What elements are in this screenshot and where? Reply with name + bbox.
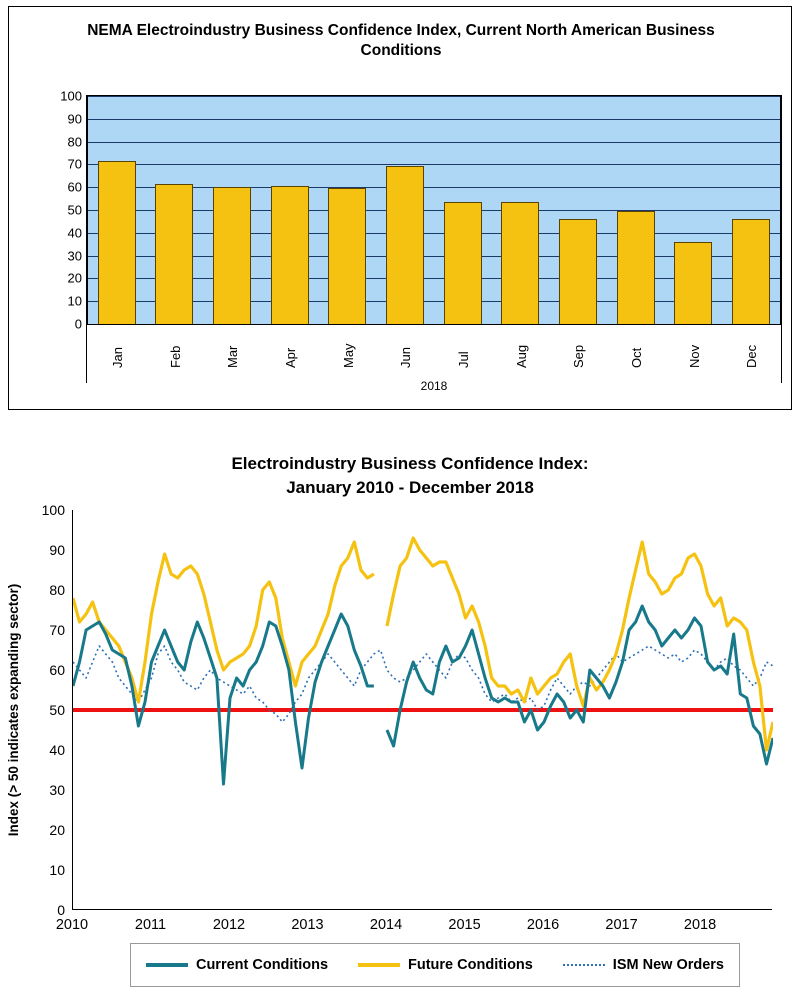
bar-rect[interactable] bbox=[732, 219, 770, 324]
bar-chart-x-tick: Mar bbox=[225, 345, 241, 368]
bar-chart-y-tick: 0 bbox=[74, 316, 82, 332]
bar-chart-x-axis-label: 2018 bbox=[420, 379, 448, 393]
bar-rect[interactable] bbox=[617, 211, 655, 324]
bar-chart-y-tick: 30 bbox=[67, 248, 82, 264]
line-chart-x-tick: 2018 bbox=[683, 917, 717, 933]
bar-chart-y-tick: 80 bbox=[67, 134, 82, 150]
line-chart-legend bbox=[130, 943, 740, 987]
bar-rect[interactable] bbox=[559, 219, 597, 324]
line-series-path bbox=[73, 542, 374, 702]
bar-chart-x-tick: Jan bbox=[109, 347, 125, 368]
line-chart-panel bbox=[0, 428, 800, 1003]
line-chart-plot-wrap bbox=[41, 502, 772, 933]
bar-rect[interactable] bbox=[444, 202, 482, 324]
legend-label-ism-new-orders: ISM New Orders bbox=[612, 957, 724, 973]
line-chart-x-tick: 2014 bbox=[369, 917, 403, 933]
line-chart-svg bbox=[73, 510, 773, 910]
legend-item-future-conditions[interactable] bbox=[358, 957, 533, 973]
bar-chart-right-axis bbox=[781, 95, 782, 383]
bar-column bbox=[261, 96, 319, 324]
line-chart-x-tick: 2017 bbox=[605, 917, 638, 933]
line-series-path bbox=[73, 614, 374, 784]
line-chart-y-tick: 100 bbox=[41, 502, 65, 518]
line-chart-y-tick: 0 bbox=[57, 902, 65, 918]
bar-chart-x-tick: Nov bbox=[686, 344, 702, 368]
line-chart-y-tick: 10 bbox=[49, 862, 65, 878]
bar-chart-x-tick: May bbox=[340, 343, 356, 368]
legend-label-future-conditions: Future Conditions bbox=[408, 957, 533, 973]
bar-column bbox=[607, 96, 665, 324]
bar-chart-x-tick: Jul bbox=[455, 351, 471, 368]
line-chart-y-tick: 50 bbox=[49, 702, 65, 718]
bar-column bbox=[376, 96, 434, 324]
line-chart-y-tick: 90 bbox=[49, 542, 65, 558]
bar-chart-y-tick: 100 bbox=[60, 88, 82, 104]
bar-column bbox=[434, 96, 492, 324]
line-chart-y-tick: 40 bbox=[49, 742, 65, 758]
bar-rect[interactable] bbox=[155, 184, 193, 324]
legend-item-current-conditions[interactable] bbox=[146, 957, 328, 973]
bar-rect[interactable] bbox=[213, 187, 251, 324]
legend-label-current-conditions: Current Conditions bbox=[195, 957, 329, 973]
bar-chart-y-tick: 40 bbox=[67, 225, 82, 241]
bar-chart-x-tick: Aug bbox=[513, 344, 529, 368]
bar-chart-y-tick: 20 bbox=[67, 270, 82, 286]
bar-chart-panel bbox=[8, 6, 792, 410]
bar-column bbox=[319, 96, 377, 324]
bar-rect[interactable] bbox=[271, 186, 309, 324]
legend-swatch-ism-icon bbox=[563, 964, 605, 966]
bar-column bbox=[203, 96, 261, 324]
bar-column bbox=[549, 96, 607, 324]
bar-column bbox=[88, 96, 146, 324]
bar-chart-y-tick: 60 bbox=[67, 179, 82, 195]
bar-chart-plot-area bbox=[60, 88, 781, 368]
bar-chart-x-tick: Apr bbox=[282, 347, 298, 368]
legend-item-ism-new-orders[interactable] bbox=[563, 957, 724, 973]
bar-chart-y-tick: 90 bbox=[67, 111, 82, 127]
bar-column bbox=[722, 96, 780, 324]
bar-rect[interactable] bbox=[501, 202, 539, 324]
line-chart-plot-area bbox=[72, 510, 772, 910]
bar-rect[interactable] bbox=[328, 188, 366, 324]
bar-chart-x-tick: Jun bbox=[398, 347, 414, 368]
bar-chart-y-tick: 50 bbox=[67, 202, 82, 218]
line-chart-y-tick: 80 bbox=[49, 582, 65, 598]
bar-rect[interactable] bbox=[98, 161, 136, 324]
line-chart-y-axis-label: Index (> 50 indicates expanding sector) bbox=[6, 583, 21, 837]
bar-chart-y-tick: 70 bbox=[67, 156, 82, 172]
bar-chart-y-tick: 10 bbox=[67, 293, 82, 309]
line-chart-title-line1: Electroindustry Business Confidence Index: bbox=[231, 454, 589, 473]
line-chart-x-tick: 2012 bbox=[212, 917, 246, 933]
bar-chart-title: NEMA Electroindustry Business Confidence Index, Current North American Business Conditions bbox=[87, 22, 715, 59]
line-series-path bbox=[387, 606, 773, 764]
bar-chart-x-tick: Sep bbox=[571, 344, 587, 368]
line-chart-y-tick: 20 bbox=[49, 822, 65, 838]
line-chart-title bbox=[90, 452, 730, 500]
line-chart-x-tick: 2016 bbox=[526, 917, 560, 933]
line-chart-x-tick: 2015 bbox=[448, 917, 481, 933]
line-chart-x-tick: 2010 bbox=[55, 917, 89, 933]
bar-column bbox=[492, 96, 550, 324]
bar-chart-x-tick: Dec bbox=[744, 344, 760, 368]
legend-swatch-future-icon bbox=[358, 963, 400, 967]
bar-chart-x-tick: Oct bbox=[628, 347, 644, 368]
bar-chart-x-tick: Feb bbox=[167, 345, 183, 368]
bar-column bbox=[146, 96, 204, 324]
line-chart-title-line2: January 2010 - December 2018 bbox=[286, 478, 534, 497]
line-chart-y-tick: 30 bbox=[49, 782, 65, 798]
bar-rect[interactable] bbox=[674, 242, 712, 324]
line-chart-x-tick: 2013 bbox=[291, 917, 324, 933]
line-chart-y-tick: 60 bbox=[49, 662, 65, 678]
legend-swatch-current-icon bbox=[146, 963, 188, 967]
line-chart-x-tick: 2011 bbox=[134, 917, 167, 933]
line-chart-y-tick: 70 bbox=[49, 622, 65, 638]
bar-rect[interactable] bbox=[386, 166, 424, 324]
bar-column bbox=[665, 96, 723, 324]
